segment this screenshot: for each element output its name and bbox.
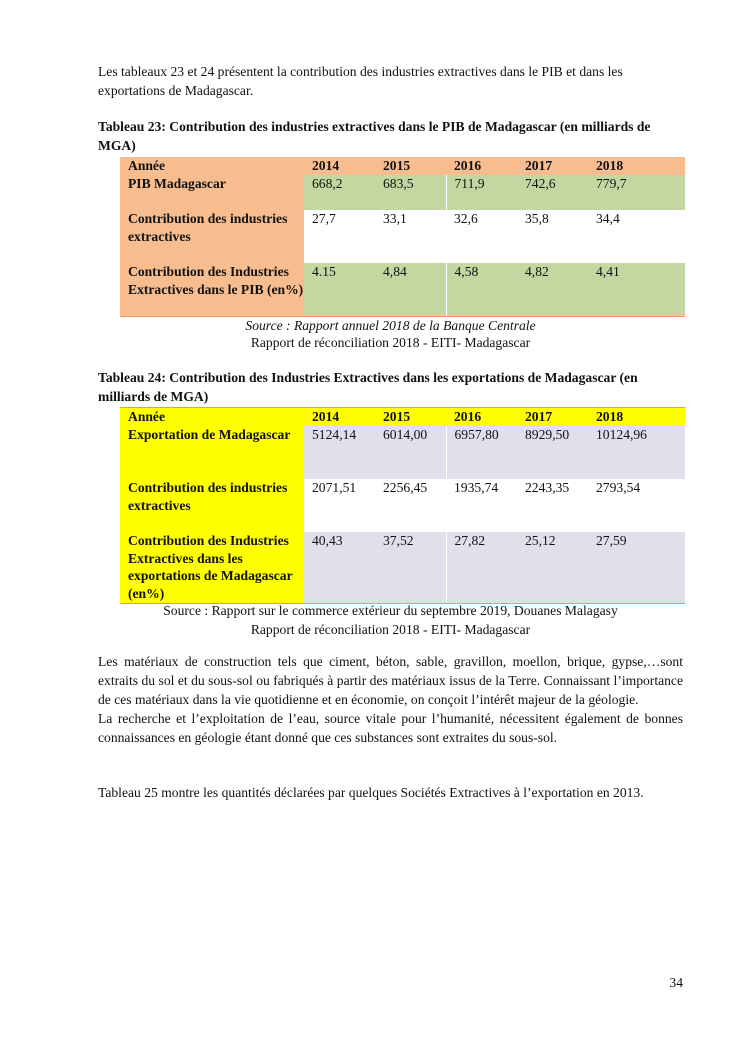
table24 — [120, 407, 685, 604]
header-cell: 2016 — [446, 157, 517, 175]
table-cell: 668,2 — [304, 175, 375, 210]
header-cell: 2017 — [517, 157, 588, 175]
header-cell: 2015 — [375, 408, 446, 427]
table-row — [120, 175, 685, 210]
table-cell: 25,12 — [517, 532, 588, 603]
table-cell: 4,84 — [375, 263, 446, 316]
table-cell: 6957,80 — [446, 426, 517, 479]
table-cell: 2256,45 — [375, 479, 446, 532]
table-row — [120, 210, 685, 263]
table-cell: 4.15 — [304, 263, 375, 316]
header-cell: 2014 — [304, 157, 375, 175]
table-cell: 37,52 — [375, 532, 446, 603]
table23-source: Source : Rapport annuel 2018 de la Banque Centrale — [245, 318, 536, 333]
header-cell: 2014 — [304, 408, 375, 427]
table-cell: 33,1 — [375, 210, 446, 263]
page-number: 34 — [669, 975, 683, 990]
table-cell: 35,8 — [517, 210, 588, 263]
table24-caption: Tableau 24: Contribution des Industries Extractives dans les exportations de Madagascar (en milliards de MGA) — [98, 370, 638, 404]
table23 — [120, 157, 685, 317]
header-cell: 2017 — [517, 408, 588, 427]
header-cell: Année — [120, 157, 304, 175]
table-cell: 2793,54 — [588, 479, 685, 532]
row-label: Exportation de Madagascar — [120, 426, 304, 479]
table-cell: 711,9 — [446, 175, 517, 210]
body-text — [98, 652, 683, 747]
table-cell: 27,82 — [446, 532, 517, 603]
table-header-row — [120, 408, 685, 427]
row-label: Contribution des industries extractives — [120, 479, 304, 532]
table-row — [120, 479, 685, 532]
table-cell: 10124,96 — [588, 426, 685, 479]
header-cell: Année — [120, 408, 304, 427]
intro-paragraph: Les tableaux 23 et 24 présentent la contribution des industries extractives dans le PIB et dans les exportations de Madagascar. — [98, 64, 623, 98]
table-cell: 742,6 — [517, 175, 588, 210]
table-cell: 683,5 — [375, 175, 446, 210]
table23-source-report: Rapport de réconciliation 2018 - EITI- Madagascar — [250, 335, 531, 350]
row-label: Contribution des Industries Extractives dans le PIB (en%) — [120, 263, 304, 316]
row-label: PIB Madagascar — [120, 175, 304, 210]
table-cell: 32,6 — [446, 210, 517, 263]
table-cell: 4,41 — [588, 263, 685, 316]
table-cell: 40,43 — [304, 532, 375, 603]
table-cell: 2243,35 — [517, 479, 588, 532]
table-cell: 5124,14 — [304, 426, 375, 479]
body-paragraph: Tableau 25 montre les quantités déclarées par quelques Sociétés Extractives à l’exportation en 2013. — [98, 785, 644, 800]
table-cell: 2071,51 — [304, 479, 375, 532]
row-label: Contribution des Industries Extractives dans les exportations de Madagascar (en%) — [120, 532, 304, 603]
table-cell: 27,7 — [304, 210, 375, 263]
table24-source-report: Rapport de réconciliation 2018 - EITI- Madagascar — [250, 622, 531, 637]
table-cell: 8929,50 — [517, 426, 588, 479]
table-row — [120, 426, 685, 479]
table-row — [120, 263, 685, 316]
header-cell: 2016 — [446, 408, 517, 427]
table23-caption: Tableau 23: Contribution des industries extractives dans le PIB de Madagascar (en milliards de MGA) — [98, 119, 651, 153]
table-cell: 27,59 — [588, 532, 685, 603]
table-cell: 6014,00 — [375, 426, 446, 479]
body-paragraph: La recherche et l’exploitation de l’eau, source vitale pour l’humanité, nécessitent également de bonnes connaissances en géologie étant donné que ces substances sont extraites du sous-sol. — [98, 711, 683, 745]
body-paragraph: Les matériaux de construction tels que ciment, béton, sable, gravillon, moellon, brique, gypse,…sont extraits du sol et du sous-sol ou fabriqués à partir des matériaux issus de la Terre. Connaissant l’importance de ces matériaux dans la vie quotidienne et en économie, on conçoit l’intérêt majeur de la géologie. — [98, 654, 683, 707]
table-header-row — [120, 157, 685, 175]
table-cell: 779,7 — [588, 175, 685, 210]
table-cell: 1935,74 — [446, 479, 517, 532]
body-text-final — [98, 783, 683, 802]
table-cell: 4,58 — [446, 263, 517, 316]
table24-source: Source : Rapport sur le commerce extérieur du septembre 2019, Douanes Malagasy — [163, 603, 618, 618]
row-label: Contribution des industries extractives — [120, 210, 304, 263]
table-cell: 4,82 — [517, 263, 588, 316]
header-cell: 2015 — [375, 157, 446, 175]
header-cell: 2018 — [588, 157, 685, 175]
header-cell: 2018 — [588, 408, 685, 427]
table-cell: 34,4 — [588, 210, 685, 263]
table-row — [120, 532, 685, 603]
